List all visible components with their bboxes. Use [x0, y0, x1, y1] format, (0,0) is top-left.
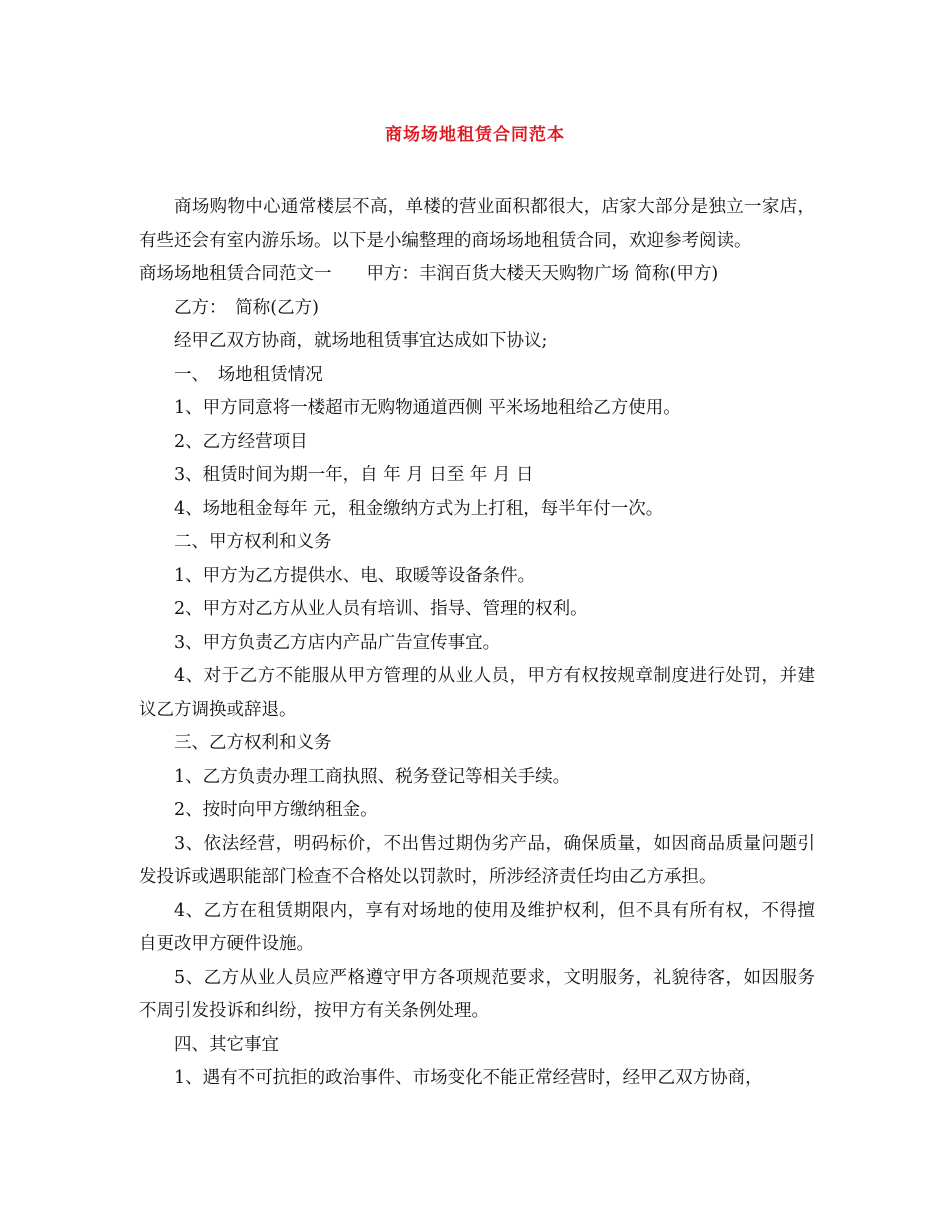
paragraph: 乙方： 简称(乙方): [174, 297, 319, 318]
paragraph: 一、 场地租赁情况: [174, 364, 323, 385]
paragraph: 三、乙方权利和义务: [174, 733, 332, 753]
paragraph: 商场购物中心通常楼层不高，单楼的营业面积都很大，店家大部分是独立一家店，有些还会有室内游乐场。以下是小编整理的商场场地租赁合同，欢迎参考阅读。: [139, 197, 815, 251]
document-title: 商场场地租赁合同范本: [385, 125, 565, 145]
paragraph: 四、其它事宜: [174, 1034, 279, 1055]
paragraph: 3、甲方负责乙方店内产品广告宣传事宜。: [174, 632, 501, 653]
paragraph: 3、租赁时间为期一年，自 年 月 日至 年 月 日: [174, 465, 534, 485]
paragraph: 经甲乙双方协商，就场地租赁事宜达成如下协议;: [174, 331, 548, 351]
paragraph: 2、乙方经营项目: [174, 431, 308, 452]
paragraph: 3、依法经营，明码标价，不出售过期伪劣产品，确保质量，如因商品质量问题引发投诉或遇职能部门检查不合格处以罚款时，所涉经济责任均由乙方承担。: [139, 833, 815, 887]
paragraph: 1、乙方负责办理工商执照、税务登记等相关手续。: [174, 766, 571, 787]
paragraph: 1、甲方同意将一楼超市无购物通道西侧 平米场地租给乙方使用。: [174, 398, 681, 418]
paragraph: 二、甲方权利和义务: [174, 532, 332, 552]
paragraph: 1、甲方为乙方提供水、电、取暖等设备条件。: [174, 565, 536, 586]
paragraph: 2、甲方对乙方从业人员有培训、指导、管理的权利。: [174, 599, 588, 619]
paragraph: 4、乙方在租赁期限内，享有对场地的使用及维护权利，但不具有所有权，不得擅自更改甲方硬件设施。: [139, 900, 815, 954]
document-body: [139, 191, 815, 1096]
paragraph: 4、对于乙方不能服从甲方管理的从业人员，甲方有权按规章制度进行处罚，并建议乙方调换或辞退。: [139, 666, 815, 720]
paragraph: 商场场地租赁合同范文一 甲方：丰润百货大楼天天购物广场 简称(甲方): [139, 264, 719, 284]
paragraph: 4、场地租金每年 元，租金缴纳方式为上打租，每半年付一次。: [174, 498, 664, 519]
paragraph: 1、遇有不可抗拒的政治事件、市场变化不能正常经营时，经甲乙双方协商，: [174, 1068, 763, 1088]
paragraph: 5、乙方从业人员应严格遵守甲方各项规范要求，文明服务，礼貌待客，如因服务不周引发投诉和纠纷，按甲方有关条例处理。: [139, 967, 815, 1021]
paragraph: 2、按时向甲方缴纳租金。: [174, 800, 378, 820]
